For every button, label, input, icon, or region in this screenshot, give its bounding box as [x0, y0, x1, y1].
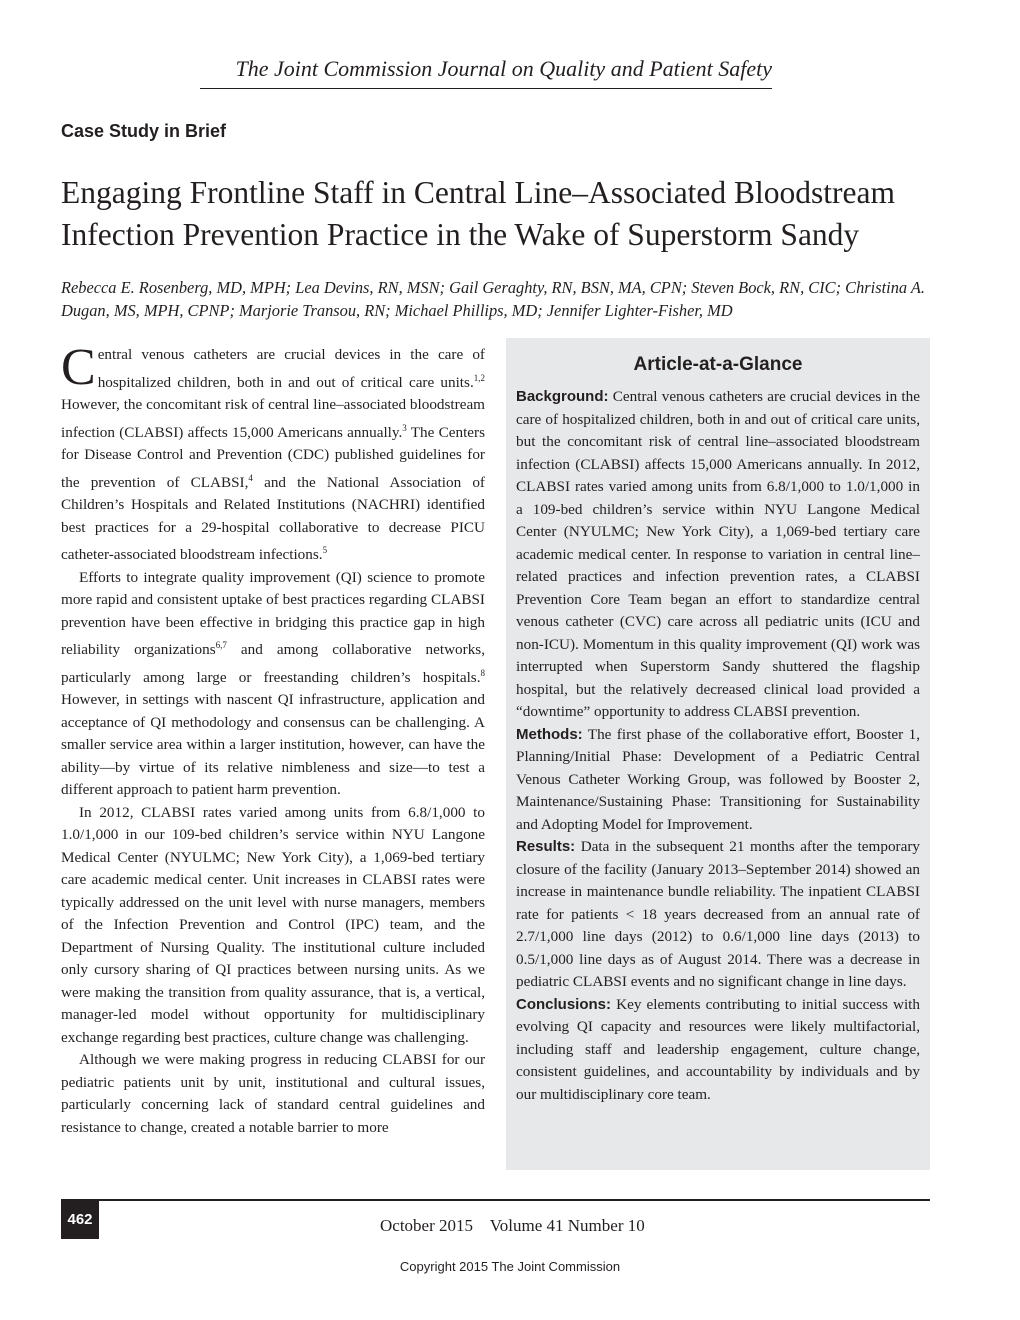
section-label: Case Study in Brief — [61, 121, 227, 141]
header-rule — [200, 88, 772, 89]
glance-text: Central venous catheters are crucial devices in the care of hospitalized children, both in and out of critical care units, but the concomitant risk of central line–associated bloodstream infection (CLABSI) affects 15,000 Americans annually. In 2012, CLABSI rates varied among units from 6.8/1,000 to 1.0/1,000 in a 109-bed children’s service within NYU Langone Medical Center (NYULMC; New York City), a 1,069-bed tertiary care academic medical center. In response to variation in central line–related practices and infection prevention rates, a CLABSI Prevention Core Team began an effort to standardize central venous catheter (CVC) care across all pediatric units (ICU and non-ICU). Momentum in this quality improvement (QI) work was interrupted when Superstorm Sandy shuttered the flagship hospital, but the relatively decreased clinical load provided a “downtime” opportunity to address CLABSI prevention. — [516, 388, 920, 720]
body-paragraph-4: Although we were making progress in reducing CLABSI for our pediatric patients unit by unit, institutional and cultural issues, particularly concerning lack of standard central guidelines and resistance to change, created a notable barrier to more — [61, 1051, 485, 1136]
citation-ref: 6,7 — [215, 640, 227, 651]
glance-text: The first phase of the collaborative effort, Booster 1, Planning/Initial Phase: Development of a Pediatric Central Venous Catheter Working Group, was followed by Booster 2, Maintenance/Sustaining Phase: Transitioning for Sustainability and Adopting Model for Improvement. — [516, 725, 920, 833]
glance-methods — [516, 724, 920, 837]
body-text: entral venous catheters are crucial devices in the care of hospitalized children, both in and out of critical care units. — [97, 346, 485, 391]
glance-results — [516, 836, 920, 994]
footer-rule — [61, 1199, 930, 1201]
journal-title: The Joint Commission Journal on Quality and Patient Safety — [235, 56, 772, 81]
citation-ref: 8 — [480, 667, 485, 678]
body-text: However, in settings with nascent QI infrastructure, application and acceptance of QI methodology and consensus can be challenging. A smaller service area within a larger institution, however, can have the ability—by virtue of its relative nimbleness and size—to test a different approach to patient harm prevention. — [61, 691, 485, 799]
glance-label: Results: — [516, 838, 576, 855]
author-list: Rebecca E. Rosenberg, MD, MPH; Lea Devins, RN, MSN; Gail Geraghty, RN, BSN, MA, CPN; Steven Bock, RN, CIC; Christina A. Dugan, MS, MPH, CPNP; Marjorie Transou, RN; Michael Phillips, MD; Jennifer Lighter-Fisher, MD — [61, 278, 925, 320]
citation-ref: 5 — [322, 545, 328, 556]
body-text: However, the concomitant risk of central line–associated bloodstream infection (CLABSI) affects 15,000 Americans annually. — [61, 396, 485, 441]
glance-label: Conclusions: — [516, 995, 612, 1013]
article-title: Engaging Frontline Staff in Central Line–Associated Bloodstream Infection Prevention Practice in the Wake of Superstorm Sandy — [61, 175, 896, 252]
page-number: 462 — [61, 1201, 99, 1239]
glance-label: Methods: — [516, 725, 583, 743]
body-paragraph-2 — [61, 567, 485, 802]
glance-conclusions — [516, 994, 920, 1107]
body-paragraph-3: In 2012, CLABSI rates varied among units from 6.8/1,000 to 1.0/1,000 in our 109-bed children’s service within NYU Langone Medical Center (NYULMC; New York City), a 1,069-bed tertiary care academic medical center. Unit increases in CLABSI rates were typically addressed on the unit level with nurse managers, members of the Infection Prevention and Control (IPC) team, and the Department of Nursing Quality. The institutional culture included only cursory sharing of QI practices between nursing units. As we were making the transition from quality assurance, that is, a vertical, manager-led model without opportunity for multidisciplinary exchange regarding best practices, culture change was challenging. — [61, 803, 485, 1046]
body-paragraph-1 — [61, 339, 485, 567]
glance-text: Key elements contributing to initial success with evolving QI capacity and resources were likely multifactorial, including staff and leadership engagement, culture change, consistent guidelines, and accountability by individuals and by our multidisciplinary core team. — [516, 995, 920, 1103]
citation-ref: 4 — [248, 472, 253, 483]
body-text: Efforts to integrate quality improvement (QI) science to promote more rapid and consistent uptake of best practices regarding CLABSI prevention have been effective in bridging this practice gap in high reliability organizations — [61, 568, 485, 659]
issue-info: October 2015 Volume 41 Number 10 — [380, 1216, 645, 1235]
drop-cap: C — [61, 339, 96, 396]
body-text: and the National Association of Children’s Hospitals and Related Institutions (NACHRI) identified best practices for a 29-hospital collaborative to decrease PICU catheter-associated bloodstream infections. — [61, 473, 485, 564]
citation-ref: 3 — [402, 422, 407, 433]
body-text: The Centers for Disease Control and Prevention (CDC) published guidelines for the prevention of CLABSI, — [61, 423, 485, 491]
article-at-a-glance-box — [506, 338, 930, 1170]
glance-title: Article-at-a-Glance — [633, 354, 803, 375]
glance-text: Data in the subsequent 21 months after the temporary closure of the facility (January 2013–September 2014) showed an increase in maintenance bundle reliability. The inpatient CLABSI rate for patients < 18 years decreased from an annual rate of 2.7/1,000 line days (2012) to 0.6/1,000 line days (2013) to 0.5/1,000 line days as of August 2014. There was a decrease in pediatric CLABSI events and no significant change in line days. — [516, 838, 920, 990]
body-text: and among collaborative networks, particularly among large or freestanding children’s hospitals. — [61, 641, 486, 686]
body-column — [61, 339, 486, 1139]
citation-ref: 1,2 — [473, 372, 485, 383]
glance-label: Background: — [516, 388, 609, 405]
glance-background — [516, 386, 920, 724]
copyright: Copyright 2015 The Joint Commission — [399, 1259, 621, 1274]
